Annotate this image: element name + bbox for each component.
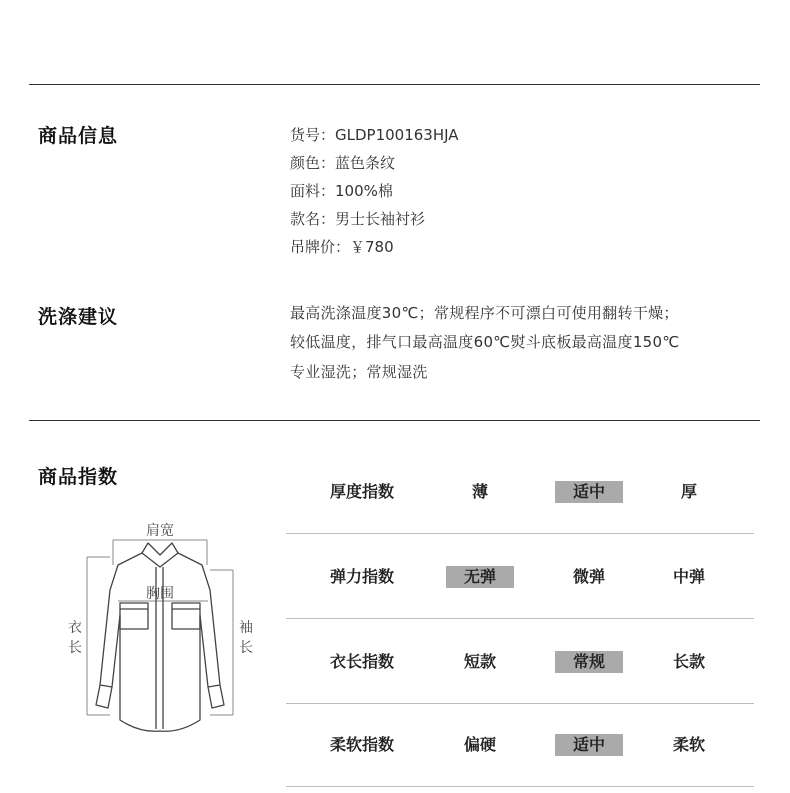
row-divider — [286, 618, 754, 619]
elasticity-option-none: 无弹 — [446, 566, 514, 588]
shirt-outline-icon — [60, 515, 270, 745]
sleeve-label-bottom: 长 — [239, 640, 253, 656]
fabric-line: 面料：100%棉 — [290, 182, 393, 200]
shirt-size-diagram — [60, 515, 270, 745]
thickness-index-label: 厚度指数 — [330, 482, 395, 501]
softness-option-medium: 适中 — [555, 734, 623, 756]
length-option-short: 短款 — [463, 652, 496, 671]
elasticity-option-medium: 中弹 — [672, 567, 705, 586]
chest-label: 胸围 — [146, 586, 174, 602]
sku-line: 货号：GLDP100163HJA — [290, 126, 459, 144]
thickness-index-row — [286, 450, 754, 534]
length-option-regular: 常规 — [555, 651, 623, 673]
wash-line-3: 专业湿洗；常规湿洗 — [290, 363, 428, 381]
product-index-title: 商品指数 — [38, 466, 119, 488]
softness-option-soft: 柔软 — [672, 735, 705, 754]
softness-option-stiff: 偏硬 — [463, 735, 496, 754]
wash-line-1: 最高洗涤温度30℃；常规程序不可漂白可使用翻转干燥； — [290, 304, 679, 322]
length-label-bottom: 长 — [68, 640, 82, 656]
thickness-option-thin: 薄 — [471, 482, 488, 501]
length-label-top: 衣 — [68, 620, 82, 636]
elasticity-index-row — [286, 535, 754, 619]
thickness-option-medium: 适中 — [555, 481, 623, 503]
wash-line-2: 较低温度，排气口最高温度60℃熨斗底板最高温度150℃ — [290, 333, 680, 351]
row-divider — [286, 786, 754, 787]
middle-divider — [29, 420, 760, 421]
top-divider — [29, 84, 760, 85]
style-name-line: 款名：男士长袖衬衫 — [290, 210, 426, 228]
length-index-label: 衣长指数 — [330, 652, 395, 671]
sleeve-label-top: 袖 — [239, 620, 253, 636]
color-line: 颜色：蓝色条纹 — [290, 154, 396, 172]
length-index-row — [286, 620, 754, 704]
elasticity-index-label: 弹力指数 — [330, 567, 395, 586]
softness-index-label: 柔软指数 — [330, 735, 395, 754]
length-option-long: 长款 — [672, 652, 705, 671]
thickness-option-thick: 厚 — [680, 482, 697, 501]
elasticity-option-slight: 微弹 — [572, 567, 605, 586]
wash-advice-title: 洗涤建议 — [38, 306, 119, 328]
softness-index-row — [286, 703, 754, 787]
tag-price-line: 吊牌价：￥780 — [290, 238, 394, 256]
row-divider — [286, 533, 754, 534]
shoulder-width-label: 肩宽 — [146, 523, 174, 539]
product-info-title: 商品信息 — [38, 125, 119, 147]
